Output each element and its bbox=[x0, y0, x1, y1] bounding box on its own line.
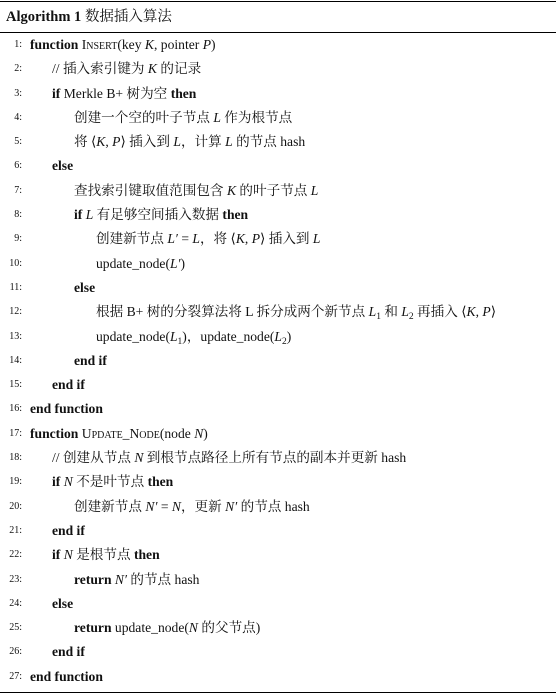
keyword: return bbox=[74, 620, 112, 636]
comment-text: // 创建从节点 bbox=[52, 450, 135, 466]
keyword: then bbox=[222, 207, 249, 223]
code-text: (key bbox=[117, 37, 145, 52]
keyword: else bbox=[74, 279, 96, 295]
code-text: 的节点 hash bbox=[126, 571, 200, 587]
keyword: end if bbox=[52, 377, 85, 393]
code-text: 有足够空间插入数据 bbox=[93, 207, 223, 223]
math-var: K bbox=[144, 37, 154, 52]
line-number: 23: bbox=[9, 573, 22, 585]
line-number: 18: bbox=[9, 452, 22, 464]
line-code bbox=[52, 519, 85, 543]
math-var: L bbox=[274, 328, 282, 344]
line-number: 7: bbox=[14, 184, 22, 196]
math-var: L bbox=[169, 328, 178, 344]
procedure-name: Insert bbox=[81, 37, 118, 52]
math-var: L bbox=[85, 207, 94, 223]
algorithm-line bbox=[0, 154, 556, 178]
code-text: 作为根节点 bbox=[220, 109, 293, 125]
code-text: = bbox=[157, 498, 172, 514]
code-text: ) bbox=[286, 328, 292, 344]
algorithm-line bbox=[0, 495, 556, 519]
algorithm-line bbox=[0, 106, 556, 130]
keyword: if bbox=[74, 207, 83, 223]
line-number: 13: bbox=[9, 330, 22, 342]
code-text: 创建新节点 bbox=[74, 498, 146, 514]
algorithm-line bbox=[0, 227, 556, 251]
math-var: L bbox=[312, 231, 321, 247]
algorithm-line bbox=[0, 33, 556, 57]
math-var: K bbox=[147, 61, 157, 77]
code-text: )，update_node( bbox=[182, 328, 275, 344]
code-text: (node bbox=[159, 425, 195, 441]
math-var: P bbox=[251, 231, 261, 247]
math-var: N bbox=[194, 425, 204, 441]
keyword: else bbox=[52, 595, 74, 611]
code-text: , pointer bbox=[154, 37, 203, 52]
algorithm-line bbox=[0, 373, 556, 397]
keyword: end if bbox=[74, 352, 107, 368]
math-var: L bbox=[173, 134, 181, 150]
line-code bbox=[52, 373, 85, 397]
math-var: L bbox=[368, 304, 377, 320]
line-code bbox=[74, 276, 95, 300]
line-code bbox=[30, 397, 103, 421]
line-code bbox=[96, 325, 291, 349]
algorithm-line bbox=[0, 422, 556, 446]
math-subscript: 2 bbox=[281, 336, 287, 347]
code-text: 的叶子节点 bbox=[236, 182, 311, 198]
line-code bbox=[52, 82, 196, 106]
math-var: L bbox=[225, 134, 233, 150]
math-var: L bbox=[213, 109, 221, 125]
math-subscript: 1 bbox=[177, 336, 183, 347]
line-code bbox=[74, 495, 310, 519]
algorithm-line bbox=[0, 446, 556, 470]
line-code bbox=[30, 33, 216, 57]
keyword: then bbox=[170, 85, 197, 101]
code-text: 再插入 ⟨ bbox=[413, 304, 467, 320]
line-number: 8: bbox=[14, 209, 22, 221]
code-text: 创建一个空的叶子节点 bbox=[74, 109, 214, 125]
line-number: 10: bbox=[9, 257, 22, 269]
line-number: 1: bbox=[14, 39, 22, 50]
line-code bbox=[52, 592, 73, 616]
code-text: ，计算 bbox=[180, 134, 226, 150]
line-code bbox=[74, 130, 305, 154]
line-number: 20: bbox=[9, 500, 22, 512]
code-text: 将 ⟨ bbox=[74, 134, 97, 150]
keyword: if bbox=[52, 474, 61, 490]
algorithm-lines bbox=[0, 33, 556, 689]
math-var: L bbox=[310, 182, 319, 198]
algorithm-line bbox=[0, 519, 556, 543]
line-number: 9: bbox=[14, 233, 22, 245]
line-number: 27: bbox=[9, 670, 22, 682]
line-code bbox=[52, 57, 201, 81]
algorithm-line bbox=[0, 397, 556, 421]
math-var: K bbox=[466, 304, 476, 320]
code-text: update_node( bbox=[111, 620, 189, 636]
caption-title: 数据插入算法 bbox=[84, 9, 172, 25]
math-var: L′ bbox=[169, 255, 181, 271]
keyword: if bbox=[52, 547, 61, 563]
algorithm-line bbox=[0, 325, 556, 349]
keyword: function bbox=[30, 37, 79, 52]
algorithm-line bbox=[0, 130, 556, 154]
math-var: N′ bbox=[114, 571, 127, 587]
math-var: N′ bbox=[145, 498, 158, 514]
line-number: 26: bbox=[9, 646, 22, 658]
code-text: ，将 ⟨ bbox=[199, 231, 236, 247]
comment-text: 到根节点路径上所有节点的副本并更新 hash bbox=[143, 450, 407, 466]
math-var: N bbox=[171, 498, 181, 514]
line-number: 5: bbox=[14, 136, 22, 148]
code-text: 查找索引键取值范围包含 bbox=[74, 182, 227, 198]
math-var: L′ bbox=[167, 231, 178, 247]
line-code bbox=[74, 616, 260, 640]
keyword: if bbox=[52, 85, 61, 101]
algorithm-line bbox=[0, 640, 556, 664]
math-var: P bbox=[202, 37, 212, 52]
code-text: 的节点 hash bbox=[232, 134, 306, 150]
line-code bbox=[52, 543, 160, 567]
line-number: 6: bbox=[14, 160, 22, 172]
line-code bbox=[96, 252, 185, 276]
top-rule bbox=[0, 1, 556, 2]
line-code bbox=[52, 446, 406, 470]
algorithm-line bbox=[0, 470, 556, 494]
line-code bbox=[74, 106, 292, 130]
comment-text: 的记录 bbox=[157, 61, 202, 77]
code-text: ⟩ bbox=[490, 304, 497, 320]
line-number: 12: bbox=[9, 306, 22, 318]
code-text: 和 bbox=[380, 304, 402, 320]
algorithm-line bbox=[0, 592, 556, 616]
line-number: 15: bbox=[9, 379, 22, 391]
code-text: update_node( bbox=[96, 328, 170, 344]
code-text: ) bbox=[211, 37, 216, 52]
line-number: 21: bbox=[9, 524, 22, 536]
line-code bbox=[52, 154, 73, 178]
keyword: then bbox=[133, 547, 160, 563]
algorithm-line bbox=[0, 252, 556, 276]
line-code bbox=[96, 227, 320, 251]
algorithm-line bbox=[0, 568, 556, 592]
code-text: = bbox=[177, 231, 193, 247]
algorithm-line bbox=[0, 179, 556, 203]
math-var: K bbox=[235, 231, 245, 247]
line-code bbox=[74, 349, 107, 373]
code-text: 不是叶节点 bbox=[72, 474, 148, 490]
code-text: update_node( bbox=[96, 255, 170, 271]
line-code bbox=[96, 300, 496, 324]
line-code bbox=[74, 568, 199, 592]
line-code bbox=[74, 203, 248, 227]
algorithm-line bbox=[0, 203, 556, 227]
math-var: K bbox=[96, 134, 106, 150]
code-text: ⟩ 插入到 bbox=[260, 231, 313, 247]
math-var: L bbox=[401, 304, 409, 320]
line-code bbox=[74, 179, 318, 203]
algorithm-line bbox=[0, 665, 556, 689]
code-text: ⟩ 插入到 bbox=[120, 134, 174, 150]
algorithm-line bbox=[0, 300, 556, 324]
keyword: function bbox=[30, 425, 79, 441]
keyword: end if bbox=[52, 644, 85, 660]
math-var: N bbox=[134, 450, 144, 466]
code-text: 的节点 hash bbox=[237, 498, 310, 514]
algorithm-caption bbox=[6, 8, 172, 26]
line-number: 22: bbox=[9, 549, 22, 561]
line-number: 17: bbox=[9, 427, 22, 439]
line-code bbox=[52, 640, 85, 664]
line-code bbox=[30, 665, 103, 689]
algorithm-line bbox=[0, 616, 556, 640]
code-text: 的父节点) bbox=[197, 620, 261, 636]
code-text: ) bbox=[180, 255, 186, 271]
math-var: K bbox=[226, 182, 237, 198]
math-var: N′ bbox=[225, 498, 238, 514]
line-code bbox=[52, 470, 173, 494]
keyword: else bbox=[52, 158, 74, 174]
keyword: then bbox=[147, 474, 174, 490]
math-subscript: 2 bbox=[408, 312, 414, 323]
math-var: N bbox=[63, 474, 73, 490]
keyword: end function bbox=[30, 668, 103, 684]
math-var: N bbox=[188, 620, 198, 636]
code-text: 根据 B+ 树的分裂算法将 L 拆分成两个新节点 bbox=[96, 304, 369, 320]
caption-label: Algorithm 1 bbox=[6, 9, 82, 25]
math-subscript: 1 bbox=[376, 312, 381, 323]
line-number: 3: bbox=[14, 87, 22, 99]
code-text: 创建新节点 bbox=[96, 231, 168, 247]
algorithm-line bbox=[0, 82, 556, 106]
line-number: 11: bbox=[9, 281, 22, 293]
keyword: end function bbox=[30, 401, 103, 417]
code-text: ，更新 bbox=[180, 498, 226, 514]
code-text: 是根节点 bbox=[72, 547, 134, 563]
algorithm-line bbox=[0, 276, 556, 300]
keyword: end if bbox=[52, 522, 85, 538]
keyword: return bbox=[74, 571, 112, 587]
math-var: L bbox=[192, 231, 200, 247]
line-number: 2: bbox=[14, 63, 22, 75]
math-var: N bbox=[63, 547, 73, 563]
algorithm-line bbox=[0, 349, 556, 373]
code-text: Merkle B+ 树为空 bbox=[60, 85, 171, 101]
line-number: 19: bbox=[9, 476, 22, 488]
line-number: 25: bbox=[9, 622, 22, 634]
algorithm-line bbox=[0, 57, 556, 81]
bottom-rule bbox=[0, 692, 556, 693]
code-text: , bbox=[105, 134, 113, 150]
comment-text: // 插入索引键为 bbox=[52, 61, 148, 77]
code-text: ) bbox=[203, 425, 208, 441]
code-text: , bbox=[244, 231, 252, 247]
procedure-name: Update_Node bbox=[81, 425, 160, 441]
line-number: 14: bbox=[9, 354, 22, 366]
line-number: 24: bbox=[9, 597, 22, 609]
algorithm-line bbox=[0, 543, 556, 567]
code-text: , bbox=[475, 304, 483, 320]
line-code bbox=[30, 422, 208, 446]
math-var: P bbox=[482, 304, 491, 320]
line-number: 16: bbox=[9, 403, 22, 415]
math-var: P bbox=[112, 134, 121, 150]
line-number: 4: bbox=[14, 111, 22, 123]
